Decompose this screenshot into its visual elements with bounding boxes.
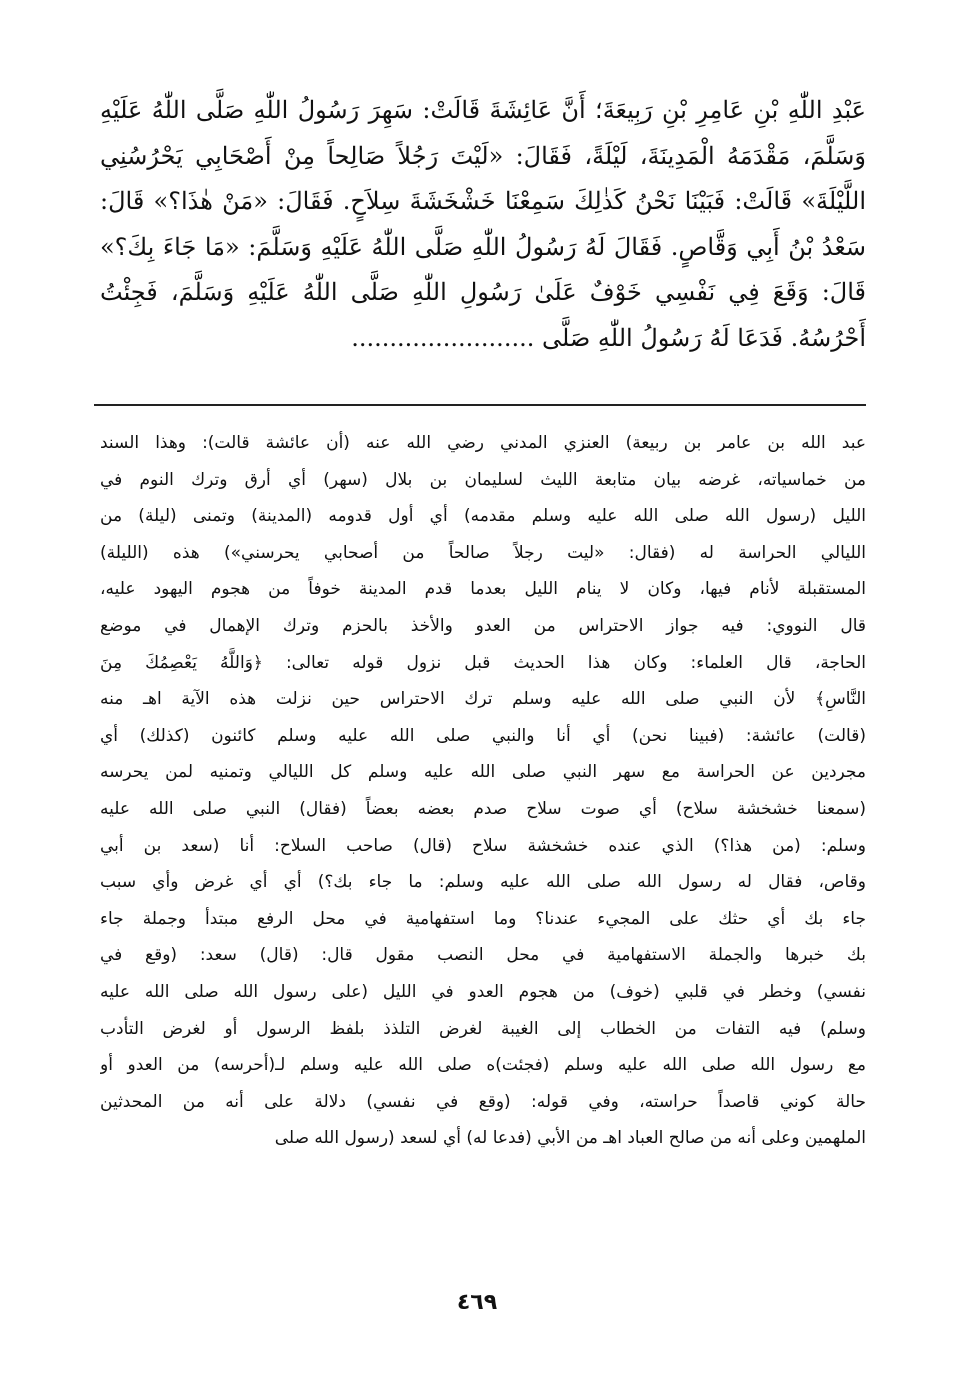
commentary-line: المستقبلة لأنام فيها، وكان لا ينام الليل بعدما قدم المدينة خوفاً من هجوم اليهود عليه، bbox=[100, 579, 866, 600]
commentary-line: حالة كوني قاصداً حراسته، وفي قوله: (وقع في نفسي) دلالة على أنه من المحدثين bbox=[100, 1091, 866, 1112]
hadith-line: أَحْرُسُهُ. فَدَعَا لَهُ رَسُولُ اللّٰهِ صَلَّى ........................ bbox=[351, 323, 866, 352]
hadith-line: قَالَ: وَقَعَ فِي نَفْسِي خَوْفٌ عَلَىٰ رَسُولِ اللّٰهِ صَلَّى اللّٰهُ عَلَيْهِ وَسَلَّمَ، فَجِئْتُ bbox=[100, 278, 866, 306]
commentary-line: الليل (رسول الله صلى الله عليه وسلم مقدمه) أي أول قدومه (المدينة) وتمنى (ليلة) من bbox=[100, 506, 866, 527]
page-number: ٤٦٩ bbox=[456, 1290, 498, 1315]
commentary-line: وسلم) فيه التفات من الخطاب إلى الغيبة لغرض التلذذ بلفظ الرسول أو لغرض التأدب bbox=[100, 1018, 866, 1039]
commentary-line: الليالي الحراسة له (فقال: «ليت رجلاً صالحاً من أصحابي يحرسني») هذه (الليلة) bbox=[100, 542, 866, 563]
commentary-line: النَّاسِ﴾ لأن النبي صلى الله عليه وسلم ترك الاحتراس حين نزلت هذه الآية اهـ منه bbox=[100, 689, 866, 710]
hadith-line: سَعْدُ بْنُ أَبِي وَقَّاصٍ. فَقَالَ لَهُ رَسُولُ اللّٰهِ صَلَّى اللّٰهُ عَلَيْهِ وَسَلَّمَ: «مَا جَاءَ بِكَ؟» bbox=[100, 232, 866, 261]
commentary-line: مجردين عن الحراسة مع سهر النبي صلى الله عليه وسلم كل الليالي وتمنيه لمن يحرسه bbox=[100, 762, 866, 783]
hadith-line: عَبْدِ اللّٰهِ بْنِ عَامِرِ بْنِ رَبِيعَةَ؛ أَنَّ عَائِشَةَ قَالَتْ: سَهِرَ رَسُولُ اللّٰهِ صَلَّى اللّٰهُ عَلَيْهِ bbox=[100, 96, 866, 124]
hadith-text bbox=[100, 88, 866, 361]
hadith-line: اللَّيْلَةَ» قَالَتْ: فَبَيْنَا نَحْنُ كَذٰلِكَ سَمِعْنَا خَشْخَشَةَ سِلاَحٍ. فَقَالَ: «مَنْ هٰذَا؟» قَالَ: bbox=[100, 187, 866, 215]
hadith-line: وَسَلَّمَ، مَقْدَمَهُ الْمَدِينَةَ، لَيْلَةً، فَقَالَ: «لَيْتَ رَجُلاً صَالِحاً مِنْ أَصْحَابِي يَحْرُسُنِي bbox=[100, 141, 866, 170]
commentary-line: الحاجة، قال العلماء: وكان هذا الحديث قبل نزول قوله تعالى: ﴿وَاللَّهُ يَعْصِمُكَ مِنَ bbox=[100, 652, 866, 673]
commentary-line: (قالت) عائشة: (فبينا نحن) أي أنا والنبي صلى الله عليه وسلم كائنون (كذلك) أي bbox=[100, 725, 866, 746]
commentary-line: جاء بك أي حثك على المجيء عندنا؟ وما استفهامية في محل الرفع مبتدأ وجملة جاء bbox=[100, 908, 866, 929]
commentary-line: نفسي) وخطر في قلبي (خوف) من هجوم العدو في الليل (على رسول الله صلى الله عليه bbox=[100, 981, 866, 1002]
commentary-text bbox=[100, 425, 866, 1157]
commentary-line: عبد الله بن عامر بن ربيعة) العنزي المدني رضي الله عنه (أن عائشة قالت): وهذا السند bbox=[100, 433, 866, 453]
commentary-line: مع رسول الله صلى الله عليه وسلم (فجئت)ه صلى الله عليه وسلم لـ(أحرسه) من العدو أو bbox=[100, 1055, 866, 1076]
commentary-line: الملهمين وعلى أنه من صالح العباد اهـ من الأبي (فدعا له) أي لسعد (رسول الله صلى bbox=[274, 1128, 866, 1149]
commentary-line: بك خبرها والجملة الاستفهامية في محل النصب مقول قال: (قال) سعد: (وقع في bbox=[100, 945, 866, 966]
commentary-line: (سمعنا خشخشة سلاح) أي صوت سلاح صدم بعضه بعضاً (فقال) النبي صلى الله عليه bbox=[100, 798, 866, 819]
footnote-divider bbox=[94, 404, 866, 406]
commentary-line: قال النووي: فيه جواز الاحتراس من العدو والأخذ بالحزم وترك الإهمال في موضع bbox=[100, 615, 866, 636]
commentary-line: وقاص، فقال له رسول الله صلى الله عليه وسلم: ما جاء بك؟) أي أي غرض وأي سبب bbox=[100, 872, 866, 893]
commentary-line: وسلم: (من هذا؟) الذي عنده خشخشة سلاح (قال) صاحب السلاح: أنا (سعد بن أبي bbox=[100, 835, 866, 856]
commentary-line: من خماسياته، غرضه بيان متابعة الليث لسليمان بن بلال (سهر) أي أرق وترك النوم في bbox=[100, 469, 866, 490]
